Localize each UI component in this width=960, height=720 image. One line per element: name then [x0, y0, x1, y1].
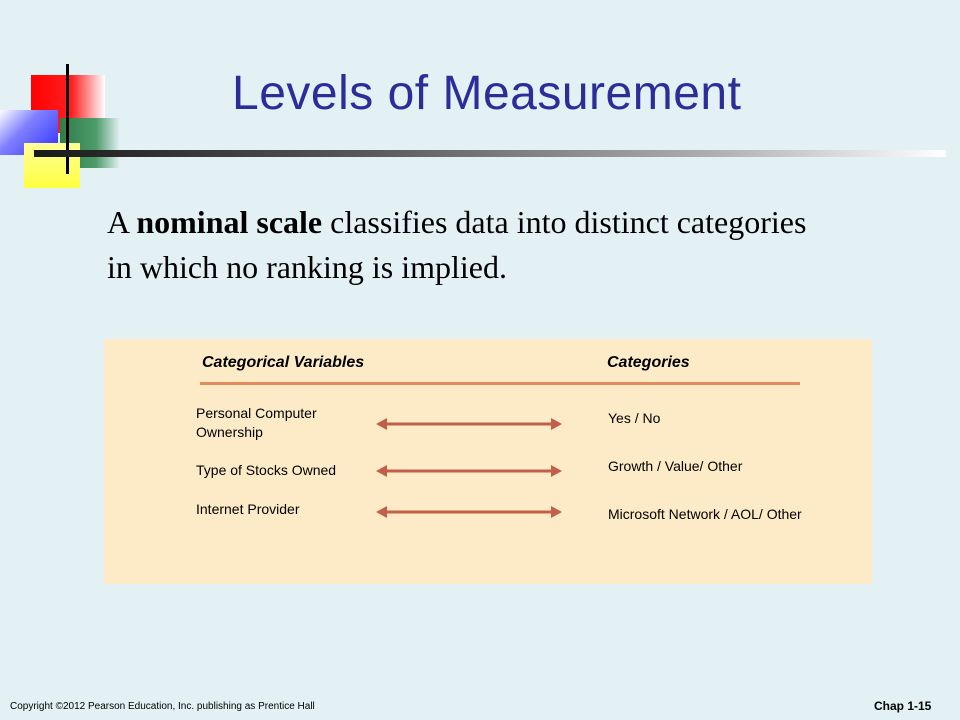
copyright-notice: Copyright ©2012 Pearson Education, Inc. publishing as Prentice Hall: [10, 701, 315, 712]
logo-vertical-line: [66, 64, 69, 174]
double-arrow-icon: [376, 464, 562, 478]
category-values: Yes / No: [608, 410, 661, 426]
slide-title: Levels of Measurement: [232, 67, 742, 120]
definition-term: nominal scale: [136, 204, 323, 240]
definition-text: [107, 200, 807, 290]
double-arrow-icon: [376, 417, 562, 431]
header-categorical-variables: Categorical Variables: [202, 354, 365, 371]
variable-label: Type of Stocks Owned: [196, 462, 337, 478]
variable-label: Internet Provider: [196, 501, 300, 517]
page-number: Chap 1-15: [874, 699, 932, 713]
header-rule: [200, 382, 800, 385]
category-values: Growth / Value/ Other: [608, 458, 743, 474]
header-categories: Categories: [607, 354, 690, 371]
double-arrow-icon: [376, 505, 562, 519]
definition-rest: classifies data into distinct categories in which no ranking is implied.: [107, 204, 807, 285]
variable-label: Personal Computer Ownership: [196, 405, 317, 440]
category-values: Microsoft Network / AOL/ Other: [608, 506, 802, 522]
definition-lead: A: [107, 204, 137, 240]
color-squares-logo-icon: [0, 60, 130, 190]
title-underline-bar: [34, 150, 946, 157]
example-panel: [104, 339, 872, 584]
